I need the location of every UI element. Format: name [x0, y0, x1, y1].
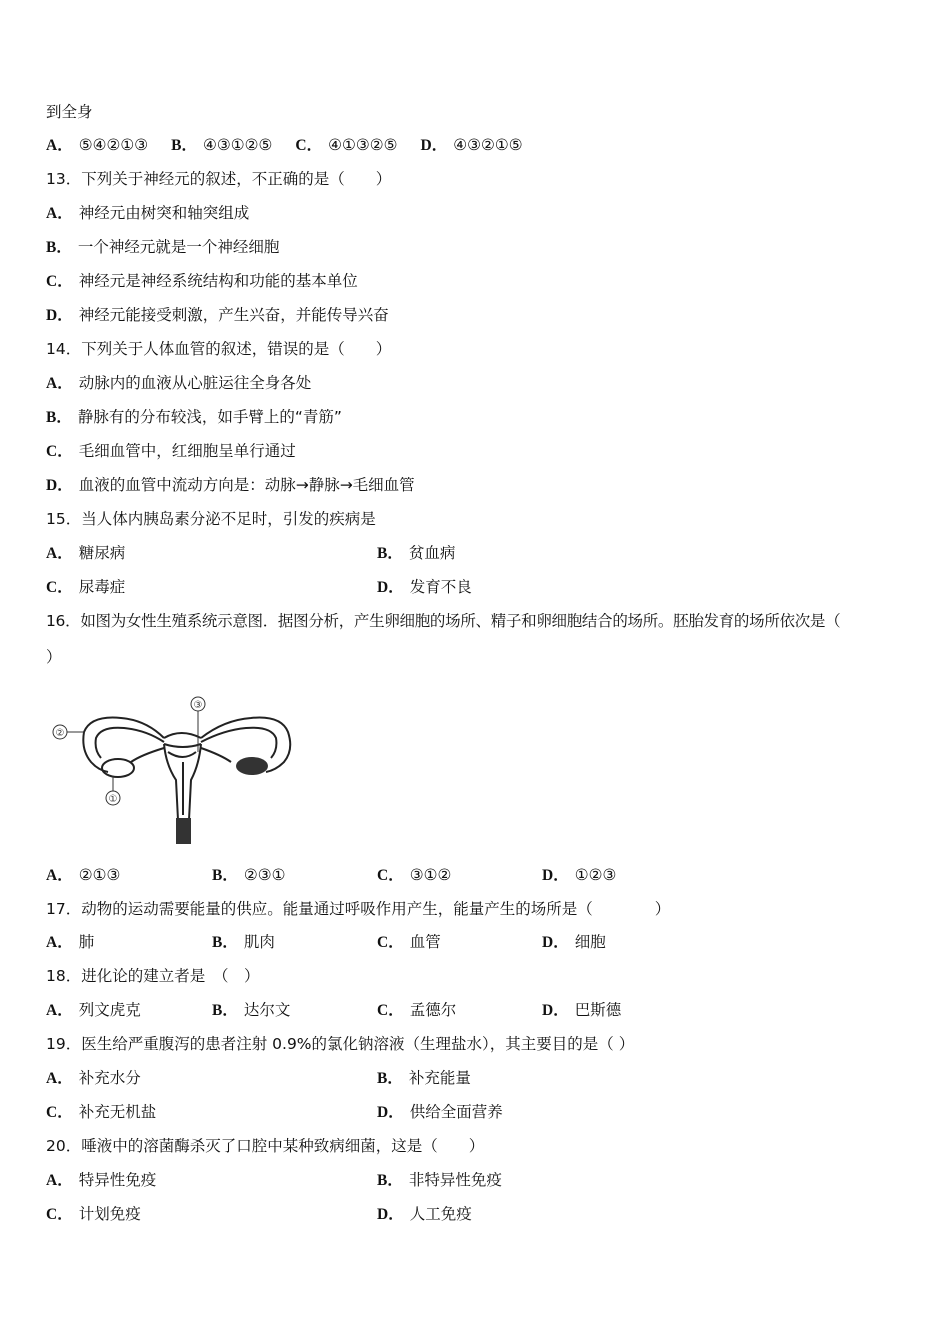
option-b: B． 贫血病: [377, 544, 456, 562]
option-c: C． ③①②: [377, 866, 452, 884]
option-a: A． 动脉内的血液从心脏运往全身各处: [46, 374, 312, 392]
option-c: C． 血管: [377, 933, 441, 951]
option-a: A． 特异性免疫: [46, 1171, 157, 1189]
option-d: D． 人工免疫: [377, 1205, 472, 1223]
option-c: C． 计划免疫: [46, 1205, 141, 1223]
option-d: D． ①②③: [542, 866, 617, 884]
question-13-stem: 13．下列关于神经元的叙述，不正确的是（ ）: [46, 170, 392, 188]
figure-label-1: ①: [108, 794, 118, 805]
option-b: B． 肌肉: [212, 933, 275, 951]
option-b: B． 静脉有的分布较浅，如手臂上的“青筋”: [46, 408, 342, 426]
question-14-stem: 14．下列关于人体血管的叙述，错误的是（ ）: [46, 340, 392, 358]
option-b: B． 一个神经元就是一个神经细胞: [46, 238, 280, 256]
question-19-stem: 19．医生给严重腹泻的患者注射 0.9%的氯化钠溶液（生理盐水），其主要目的是（ ）: [46, 1035, 635, 1053]
option-a: A． 神经元由树突和轴突组成: [46, 204, 250, 222]
option-d: D． ④③②①⑤: [420, 136, 523, 154]
option-c: C． 神经元是神经系统结构和功能的基本单位: [46, 272, 358, 290]
option-d: D． 巴斯德: [542, 1001, 622, 1019]
option-a: A． ⑤④②①③: [46, 136, 149, 154]
question-12-tail: 到全身: [46, 103, 93, 121]
option-d: D． 发育不良: [377, 578, 472, 596]
option-c: C． 补充无机盐: [46, 1103, 157, 1121]
option-c: C． 孟德尔: [377, 1001, 457, 1019]
option-c: C． 尿毒症: [46, 578, 126, 596]
question-18-stem: 18．进化论的建立者是 （ ）: [46, 967, 260, 985]
question-20-stem: 20．唾液中的溶菌酶杀灭了口腔中某种致病细菌，这是（ ）: [46, 1137, 485, 1155]
option-b: B． 补充能量: [377, 1069, 471, 1087]
option-b: B． 达尔文: [212, 1001, 291, 1019]
question-16-stem: 16．如图为女性生殖系统示意图．据图分析，产生卵细胞的场所、精子和卵细胞结合的场所。胚胎发育的场所依次是（: [46, 612, 841, 630]
figure-label-3: ③: [193, 700, 203, 711]
option-a: A． 糖尿病: [46, 544, 126, 562]
option-a: A． 肺: [46, 933, 95, 951]
question-12-options: [46, 128, 541, 162]
option-a: A． 列文虎克: [46, 1001, 141, 1019]
option-d: D． 供给全面营养: [377, 1103, 503, 1121]
question-17-stem: 17．动物的运动需要能量的供应。能量通过呼吸作用产生，能量产生的场所是（ ）: [46, 900, 671, 918]
female-reproductive-system-figure: [46, 690, 321, 845]
option-d: D． 神经元能接受刺激，产生兴奋，并能传导兴奋: [46, 306, 389, 324]
question-16-stem-cont: ）: [46, 648, 62, 666]
option-d: D． 血液的血管中流动方向是：动脉→静脉→毛细血管: [46, 476, 415, 494]
option-b: B． ④③①②⑤: [171, 136, 273, 154]
option-d: D． 细胞: [542, 933, 606, 951]
option-a: A． ②①③: [46, 866, 121, 884]
option-b: B． 非特异性免疫: [377, 1171, 502, 1189]
option-c: C． 毛细血管中，红细胞呈单行通过: [46, 442, 296, 460]
option-c: C． ④①③②⑤: [295, 136, 398, 154]
figure-label-2: ②: [55, 728, 65, 739]
question-15-stem: 15．当人体内胰岛素分泌不足时，引发的疾病是: [46, 510, 376, 528]
option-a: A． 补充水分: [46, 1069, 141, 1087]
option-b: B． ②③①: [212, 866, 286, 884]
